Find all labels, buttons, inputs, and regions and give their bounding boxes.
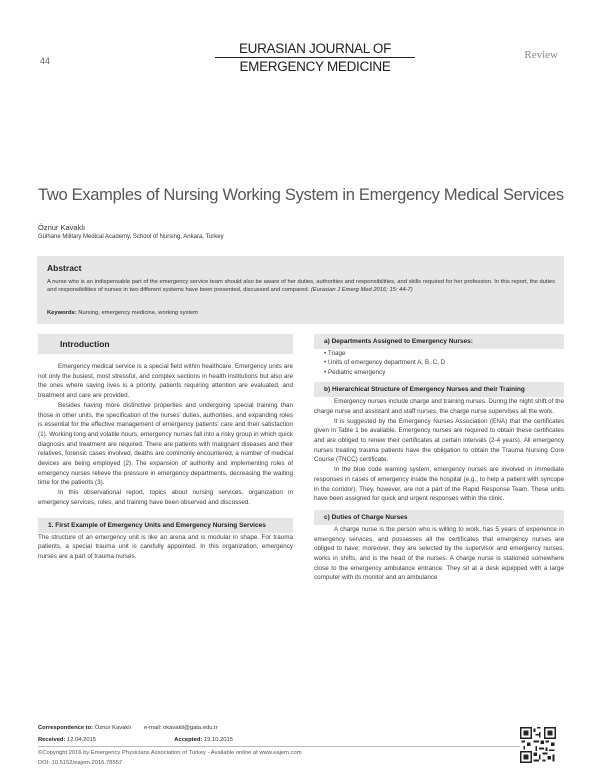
correspondence <box>38 725 218 731</box>
abstract-text <box>47 278 555 294</box>
keywords-list: Nursing, emergency medicine, working system <box>78 310 199 316</box>
journal-title-line2: EMERGENCY MEDICINE <box>239 59 391 74</box>
intro-paragraph-3: In this observational report, topics about nursing services, organization in emergency services, roles, and training have been observed and discussed. <box>38 489 293 506</box>
received-date: 12.04.2015 <box>67 737 97 743</box>
keywords <box>47 310 198 316</box>
departments-list <box>314 349 564 377</box>
departments-heading: a) Departments Assigned to Emergency Nurses: <box>314 334 564 349</box>
abstract-body: A nurse who is an indispensable part of the emergency service team should also be aware of her duties, authorities and responsibilities, and skills required for her profession. In this report, the duties and responsibilities of nurses in two different systems have been presented, discussed and compared. <box>47 279 555 293</box>
author-affiliation: Gülhane Military Medical Academy, School of Nursing, Ankara, Turkey <box>38 234 224 240</box>
correspondence-label: Correspondence to: <box>38 725 94 731</box>
page-number: 44 <box>40 56 51 66</box>
intro-paragraph-1: Emergency medical service is a special field within healthcare. Emergency units are not only the busiest, most stressful, and complex sections in health institutions but also are the ones where saving lives is a priority, patients requiring attention are evaluated, and treatment and care are provided. <box>38 363 293 400</box>
list-item: • Pediatric emergency <box>324 368 386 376</box>
copyright: ©Copyright 2016 by Emergency Physicians Association of Turkey - Available online at www.eajem.com <box>38 750 302 756</box>
correspondence-name: Öznur Kavaklı <box>94 725 132 731</box>
section-1-paragraph: The structure of an emergency unit is like an arena and is modular in shape. For trauma patients, a special trauma unit is carefully appointed. In this organization, emergency nurses are a part of trauma nurses. <box>38 533 293 560</box>
list-item: • Units of emergency department A, B, C, D <box>324 359 446 367</box>
section-1-heading: 1. First Example of Emergency Units and Emergency Nursing Services <box>38 518 293 533</box>
email-label: e-mail: <box>144 725 162 731</box>
column-right <box>314 334 564 583</box>
list-item: • Triage <box>324 350 346 357</box>
accepted-date: 19.10.2015 <box>203 737 233 743</box>
doi: DOI: 10.5152/eajem.2016.78557 <box>38 760 123 766</box>
email-address[interactable]: okavakli@gata.edu.tr <box>163 725 218 731</box>
charge-nurse-heading: c) Duties of Charge Nurses <box>314 510 564 525</box>
author-name: Öznur Kavaklı <box>38 223 86 232</box>
charge-nurse-paragraph: A charge nurse is the person who is willing to work, has 5 years of experience in emergency services, and possesses all the certificates that emergency nurses are obliged to have; moreover, they are selected by the supervisor and emergency nurses, works in shifts, and is the head of the nurses. A charge nurse is stationed somewhere close to the emergency ambulance entrance. They sit at a desk equipped with a large computer with its monitor and an ambulance <box>314 525 564 582</box>
section-label: Review <box>524 49 558 61</box>
hierarchy-paragraph-1: Emergency nurses include charge and training nurses. During the night shift of the charge nurse and assistant and staff nurses, the charge nurse supervises all the work. <box>314 398 564 415</box>
hierarchy-heading: b) Hierarchical Structure of Emergency Nurses and their Training <box>314 382 564 397</box>
accepted-label: Accepted: <box>174 737 203 743</box>
journal-title-line1: EURASIAN JOURNAL OF <box>215 41 415 58</box>
introduction-heading: Introduction <box>38 334 293 354</box>
journal-title <box>215 41 415 74</box>
dates <box>38 737 233 743</box>
hierarchy-paragraph-3: In the blue code warning system, emergency nurses are involved in immediate responses in cases of emergency inside the hospital (e.g., to help a patient with syncope in the corridor). They, however, are not a part of the Rapid Response Team. These units have been assigned for quick and urgent responses within the clinic. <box>314 466 564 503</box>
footer-divider <box>38 746 528 747</box>
qr-code-icon <box>520 727 556 763</box>
abstract-box <box>37 256 564 324</box>
keywords-label: Keywords: <box>47 310 77 316</box>
intro-paragraph-2: Besides having more distinctive properties and undergoing special training than those in other units, the specification of the nurses' duties, authorities, and expanding roles is essential for the effective management of emergency patients' care and their satisfaction (1). Working long and volatile hours, emergency nurses fall into a risky group in which quick diagnosis and treatment are required. There are patients with malignant diseases and their relatives, forensic cases involved, deaths are commonly encountered, a number of medical devices are being employed (2). The expansion of authority and implementing roles of emergency nurses relieve the pressure in emergency departments, decreasing the waiting time for the patients (3). <box>38 401 293 487</box>
column-left <box>38 334 293 562</box>
abstract-citation: (Eurasian J Emerg Med 2016; 15: 44-7) <box>310 287 413 293</box>
received-label: Received: <box>38 737 66 743</box>
article-title: Two Examples of Nursing Working System in Emergency Medical Services <box>38 186 564 204</box>
hierarchy-paragraph-2: It is suggested by the Emergency Nurses Association (ENA) that the certificates given in Table 1 be available. Emergency nurses are required to obtain these certificates and are obliged to renew their certificates at certain intervals (2-4 years). All emergency nurses treating trauma patients have the obligation to obtain the Trauma Nursing Core Course (TNCC) certificate. <box>314 417 564 464</box>
abstract-heading: Abstract <box>47 263 82 273</box>
